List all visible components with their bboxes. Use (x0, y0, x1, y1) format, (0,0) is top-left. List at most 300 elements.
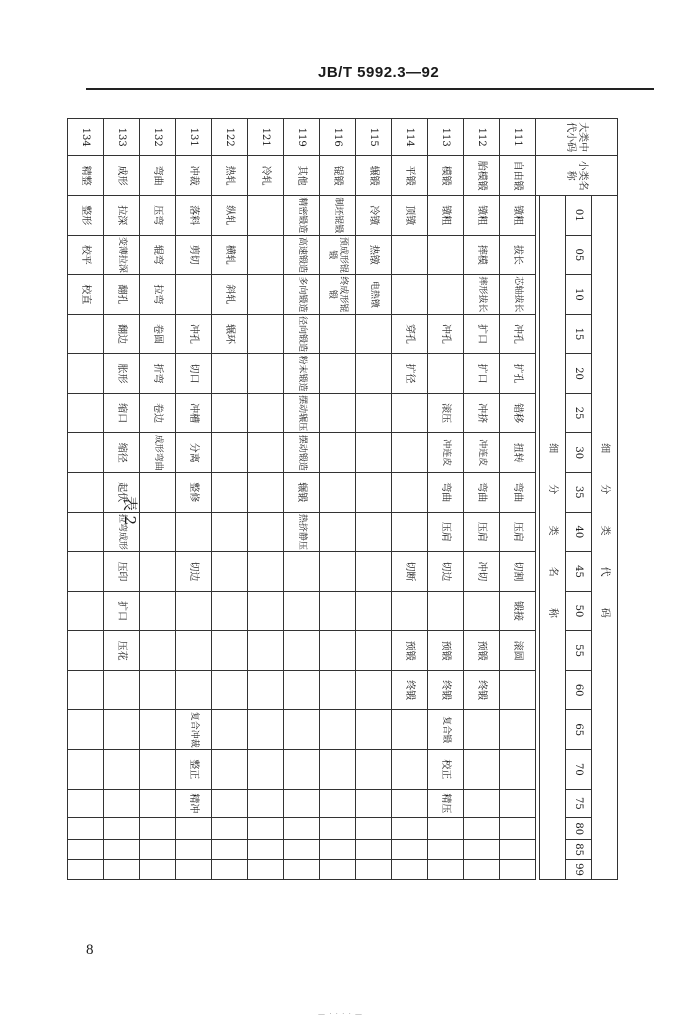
table-cell (212, 670, 248, 710)
table-cell (176, 512, 212, 552)
row-name: 自由锻 (500, 156, 536, 196)
table-cell: 缩口 (104, 393, 140, 433)
table-cell (464, 710, 500, 750)
table-cell (284, 818, 320, 840)
table-row (104, 119, 140, 880)
table-cell (356, 631, 392, 671)
table-cell (392, 235, 428, 275)
table-cell (212, 789, 248, 818)
table-cell (320, 512, 356, 552)
table-cell (284, 840, 320, 860)
table-cell (392, 591, 428, 631)
table-cell (428, 591, 464, 631)
table-cell: 压肩 (464, 512, 500, 552)
table-cell: 折弯 (140, 354, 176, 394)
table-cell: 终锻 (392, 670, 428, 710)
table-cell: 压肩 (500, 512, 536, 552)
table-cell (248, 710, 284, 750)
table-cell (212, 631, 248, 671)
fine-code-header: 65 (566, 710, 592, 750)
table-cell (464, 859, 500, 879)
table-cell (464, 789, 500, 818)
fine-code-header: 05 (566, 235, 592, 275)
table-row (140, 119, 176, 880)
table-cell: 弯曲 (500, 473, 536, 513)
table-cell (212, 354, 248, 394)
table-cell (68, 314, 104, 354)
row-name: 弯曲 (140, 156, 176, 196)
fine-code-header: 20 (566, 354, 592, 394)
page-number: 8 (86, 942, 94, 958)
table-cell (104, 859, 140, 879)
table-cell: 成形弯曲 (140, 433, 176, 473)
row-code: 134 (68, 119, 104, 156)
table-cell (140, 789, 176, 818)
row-name: 平锻 (392, 156, 428, 196)
table-cell (428, 235, 464, 275)
table-cell (248, 393, 284, 433)
header-fine-code: 细 分 类 代 码 (592, 195, 618, 879)
table-cell (248, 512, 284, 552)
table-cell (68, 840, 104, 860)
table-row (392, 119, 428, 880)
table-cell: 校平 (68, 235, 104, 275)
table-cell (284, 552, 320, 592)
table-cell (248, 195, 284, 235)
table-cell (356, 840, 392, 860)
table-cell: 翻孔 (104, 275, 140, 315)
table-cell: 摔形拔长 (464, 275, 500, 315)
table-row (464, 119, 500, 880)
table-cell: 扩口 (104, 591, 140, 631)
table-cell (68, 631, 104, 671)
table-cell (320, 552, 356, 592)
fine-code-header: 45 (566, 552, 592, 592)
table-cell (212, 473, 248, 513)
table-cell (392, 818, 428, 840)
table-cell (500, 859, 536, 879)
fine-code-header: 99 (566, 859, 592, 879)
fine-code-header: 40 (566, 512, 592, 552)
table-cell (356, 314, 392, 354)
table-cell (140, 840, 176, 860)
table-cell (68, 433, 104, 473)
table-cell (356, 393, 392, 433)
table-cell (212, 840, 248, 860)
table-cell: 卷圆 (140, 314, 176, 354)
table-cell: 终锻 (464, 670, 500, 710)
table-cell: 压肩 (428, 512, 464, 552)
table-cell (176, 591, 212, 631)
table-cell: 拔长 (500, 235, 536, 275)
header-major-code: 大类中代小码 (536, 119, 618, 156)
fine-code-header: 01 (566, 195, 592, 235)
table-cell (212, 859, 248, 879)
table-cell (68, 591, 104, 631)
row-name: 其他 (284, 156, 320, 196)
table-cell: 冲挤 (464, 393, 500, 433)
table-cell (248, 235, 284, 275)
table-cell (392, 789, 428, 818)
table-cell (104, 710, 140, 750)
table-cell (356, 750, 392, 790)
table-cell: 弯曲 (464, 473, 500, 513)
row-name: 精整 (68, 156, 104, 196)
table-cell: 拉深 (104, 195, 140, 235)
table-cell (248, 631, 284, 671)
table-cell (320, 393, 356, 433)
table-cell: 径向锻造 (284, 314, 320, 354)
table-cell (104, 818, 140, 840)
table-cell (392, 512, 428, 552)
table-cell (320, 314, 356, 354)
table-cell (500, 750, 536, 790)
table-cell (176, 631, 212, 671)
table-cell: 热镦 (356, 235, 392, 275)
table-cell (68, 354, 104, 394)
table-cell: 扩口 (464, 354, 500, 394)
header-rule (86, 88, 654, 90)
table-cell: 精冲 (176, 789, 212, 818)
row-name: 冲裁 (176, 156, 212, 196)
table-cell: 整修 (176, 473, 212, 513)
table-cell (248, 670, 284, 710)
row-name: 辗锻 (356, 156, 392, 196)
table-cell (428, 818, 464, 840)
table-cell (428, 275, 464, 315)
table-cell: 卷边 (140, 393, 176, 433)
row-code: 111 (500, 119, 536, 156)
table-cell: 翻边 (104, 314, 140, 354)
table-cell: 终成形锟锻 (320, 275, 356, 315)
classification-table (67, 118, 618, 880)
header-fine-name: 细 分 类 名 称 (540, 195, 566, 879)
table-cell (392, 840, 428, 860)
row-code: 122 (212, 119, 248, 156)
table-cell (320, 473, 356, 513)
table-cell (500, 710, 536, 750)
table-cell (140, 552, 176, 592)
table-row (500, 119, 536, 880)
fine-code-header: 60 (566, 670, 592, 710)
table-cell (68, 859, 104, 879)
table-cell: 切边 (428, 552, 464, 592)
table-cell (248, 433, 284, 473)
table-cell (248, 818, 284, 840)
table-cell (68, 512, 104, 552)
table-cell (212, 750, 248, 790)
fine-code-header: 80 (566, 818, 592, 840)
row-code: 132 (140, 119, 176, 156)
table-cell: 高速锻造 (284, 235, 320, 275)
table-cell: 剪切 (176, 235, 212, 275)
table-cell: 制坯锟锻 (320, 195, 356, 235)
table-cell (356, 818, 392, 840)
table-cell (464, 840, 500, 860)
table-cell (104, 670, 140, 710)
table-cell: 摔模 (464, 235, 500, 275)
table-cell (500, 789, 536, 818)
table-cell: 拉弯成形 (104, 512, 140, 552)
table-cell (68, 750, 104, 790)
table-cell: 芯轴拔长 (500, 275, 536, 315)
row-name: 锟锻 (320, 156, 356, 196)
table-row (284, 119, 320, 880)
table-cell: 精密锻造 (284, 195, 320, 235)
table-cell: 冲切 (464, 552, 500, 592)
table-cell: 切断 (392, 552, 428, 592)
table-cell (392, 393, 428, 433)
table-cell (140, 750, 176, 790)
table-cell: 冲连皮 (464, 433, 500, 473)
table-cell: 冷镦 (356, 195, 392, 235)
table-cell (320, 859, 356, 879)
table-cell (140, 710, 176, 750)
table-cell: 胀形 (104, 354, 140, 394)
table-cell (356, 859, 392, 879)
table-cell (320, 354, 356, 394)
table-cell: 分离 (176, 433, 212, 473)
table-cell (104, 840, 140, 860)
table-cell (68, 710, 104, 750)
table-cell (248, 789, 284, 818)
table-cell (320, 591, 356, 631)
table-cell: 粉末锻造 (284, 354, 320, 394)
table-cell: 摆动锻造 (284, 433, 320, 473)
table-cell (320, 710, 356, 750)
footer-mark: — · · · · — (318, 1010, 364, 1018)
table-cell (248, 591, 284, 631)
row-name: 冷轧 (248, 156, 284, 196)
table-cell (212, 433, 248, 473)
table-cell (320, 789, 356, 818)
table-cell (392, 473, 428, 513)
table-row (176, 119, 212, 880)
table-cell: 压印 (104, 552, 140, 592)
table-row (428, 119, 464, 880)
table-cell (284, 631, 320, 671)
table-cell: 扭转 (500, 433, 536, 473)
table-cell: 镦粗 (464, 195, 500, 235)
table-cell: 复合锻 (428, 710, 464, 750)
fine-code-header: 30 (566, 433, 592, 473)
table-cell (140, 818, 176, 840)
table-cell: 滚压 (428, 393, 464, 433)
table-cell (176, 670, 212, 710)
table-cell (104, 789, 140, 818)
table-cell (248, 314, 284, 354)
table-cell (356, 710, 392, 750)
table-cell: 复合冲裁 (176, 710, 212, 750)
table-cell: 切割 (500, 552, 536, 592)
table-cell: 预成形锟锻 (320, 235, 356, 275)
row-code: 121 (248, 119, 284, 156)
table-cell (212, 710, 248, 750)
table-cell: 预锻 (464, 631, 500, 671)
table-cell: 热挤静压 (284, 512, 320, 552)
table-cell (500, 840, 536, 860)
table-cell (356, 789, 392, 818)
row-code: 115 (356, 119, 392, 156)
fine-code-header: 10 (566, 275, 592, 315)
row-code: 116 (320, 119, 356, 156)
table-cell (356, 512, 392, 552)
table-cell (320, 818, 356, 840)
table-cell: 冲槽 (176, 393, 212, 433)
table-row (248, 119, 284, 880)
table-cell: 整形 (68, 195, 104, 235)
fine-code-header: 70 (566, 750, 592, 790)
fine-code-header: 55 (566, 631, 592, 671)
table-cell (212, 818, 248, 840)
table-cell: 横轧 (212, 235, 248, 275)
table-cell: 穿孔 (392, 314, 428, 354)
table-cell (356, 670, 392, 710)
table-cell: 冲孔 (176, 314, 212, 354)
table-cell (464, 591, 500, 631)
table-cell: 弯曲 (428, 473, 464, 513)
header-minor-name: 小类名称 (536, 156, 618, 196)
table-cell (248, 750, 284, 790)
table-cell: 冲连皮 (428, 433, 464, 473)
table-cell (176, 859, 212, 879)
table-cell (464, 750, 500, 790)
table-cell (392, 433, 428, 473)
table-cell: 扩孔 (500, 354, 536, 394)
table-cell: 缩径 (104, 433, 140, 473)
table-cell (320, 670, 356, 710)
table-row (68, 119, 104, 880)
table-cell: 冲孔 (500, 314, 536, 354)
table-row (320, 119, 356, 880)
table-cell (68, 552, 104, 592)
table-cell: 锻接 (500, 591, 536, 631)
table-row (212, 119, 248, 880)
table-cell (248, 859, 284, 879)
table-cell: 摆动辗压 (284, 393, 320, 433)
table-cell (500, 670, 536, 710)
table-cell: 压花 (104, 631, 140, 671)
table-cell (68, 818, 104, 840)
table-cell: 斜轧 (212, 275, 248, 315)
table-cell: 精压 (428, 789, 464, 818)
table-cell: 扩口 (464, 314, 500, 354)
table-cell: 压弯 (140, 195, 176, 235)
table-cell: 预锻 (428, 631, 464, 671)
table-cell (248, 354, 284, 394)
table-cell (140, 670, 176, 710)
row-code: 114 (392, 119, 428, 156)
table-cell: 校正 (428, 750, 464, 790)
table-cell (176, 840, 212, 860)
table-cell (320, 631, 356, 671)
table-cell (392, 750, 428, 790)
table-cell: 预锻 (392, 631, 428, 671)
table-cell: 整正 (176, 750, 212, 790)
table-cell: 电热镦 (356, 275, 392, 315)
row-code: 113 (428, 119, 464, 156)
fine-code-header: 85 (566, 840, 592, 860)
table-cell: 切口 (176, 354, 212, 394)
table-cell (176, 275, 212, 315)
table-cell: 拉弯 (140, 275, 176, 315)
table-cell (140, 631, 176, 671)
fine-code-header: 15 (566, 314, 592, 354)
table-cell (176, 818, 212, 840)
table-cell (320, 750, 356, 790)
row-name: 热轧 (212, 156, 248, 196)
fine-code-header: 75 (566, 789, 592, 818)
table-cell (392, 275, 428, 315)
row-name: 成形 (104, 156, 140, 196)
standard-code: JB/T 5992.3—92 (318, 64, 440, 81)
table-cell (248, 552, 284, 592)
table-cell: 终锻 (428, 670, 464, 710)
table-cell: 错移 (500, 393, 536, 433)
table-cell (356, 473, 392, 513)
table-cell: 起伏 (104, 473, 140, 513)
table-cell: 冲孔 (428, 314, 464, 354)
table-cell: 多向锻造 (284, 275, 320, 315)
table-cell (284, 670, 320, 710)
table-cell (392, 859, 428, 879)
table-cell (68, 789, 104, 818)
table-cell (284, 859, 320, 879)
table-cell (356, 433, 392, 473)
table-cell: 落料 (176, 195, 212, 235)
table-cell (212, 552, 248, 592)
table-cell (140, 859, 176, 879)
table-cell: 纵轧 (212, 195, 248, 235)
table-cell (140, 591, 176, 631)
fine-code-header: 35 (566, 473, 592, 513)
row-code: 112 (464, 119, 500, 156)
fine-code-header: 25 (566, 393, 592, 433)
table-cell (212, 393, 248, 433)
row-name: 胎模锻 (464, 156, 500, 196)
table-cell (464, 818, 500, 840)
table-cell (68, 393, 104, 433)
table-cell (212, 512, 248, 552)
table-cell (356, 591, 392, 631)
row-name: 模锻 (428, 156, 464, 196)
table-cell (392, 710, 428, 750)
table-cell (248, 473, 284, 513)
table-row (356, 119, 392, 880)
table-cell (248, 840, 284, 860)
table-caption: 表 2 (121, 495, 140, 526)
table-cell: 变薄拉深 (104, 235, 140, 275)
table-cell (428, 840, 464, 860)
table-cell: 辊弯 (140, 235, 176, 275)
row-code: 133 (104, 119, 140, 156)
table-cell (320, 433, 356, 473)
table-cell (284, 710, 320, 750)
table-cell: 滚圆 (500, 631, 536, 671)
table-cell: 顶镦 (392, 195, 428, 235)
table-cell: 扩径 (392, 354, 428, 394)
table-cell (248, 275, 284, 315)
fine-code-header: 50 (566, 591, 592, 631)
table-cell (356, 354, 392, 394)
table-cell (320, 840, 356, 860)
row-code: 131 (176, 119, 212, 156)
table-cell (68, 473, 104, 513)
table-cell: 镦粗 (500, 195, 536, 235)
table-cell (140, 512, 176, 552)
table-cell (428, 859, 464, 879)
table-cell (284, 591, 320, 631)
